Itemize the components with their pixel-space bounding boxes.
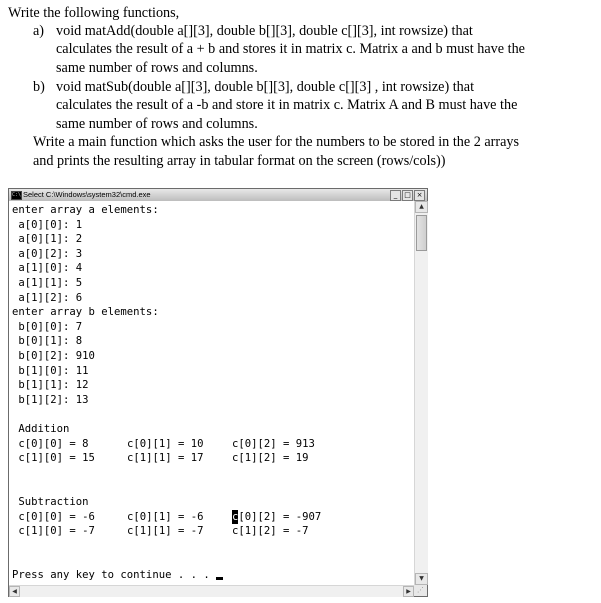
scroll-down-icon[interactable]: ▼ <box>415 573 428 585</box>
selection-highlight: c <box>232 510 239 523</box>
item-b-line: calculates the result of a -b and store it in matrix c. Matrix A and B must have the <box>56 97 518 113</box>
addition-cell: c[0][2] = 913 <box>232 437 315 450</box>
array-a-entry: a[0][1]: 2 <box>12 233 83 246</box>
console-output[interactable] <box>9 201 414 585</box>
subtraction-label: Subtraction <box>12 496 89 508</box>
item-b-line: void matSub(double a[][3], double b[][3], double c[][3] , int rowsize) that <box>56 79 475 95</box>
addition-cell: c[1][0] = 15 <box>12 452 95 465</box>
array-a-entry: a[1][2]: 6 <box>12 291 83 304</box>
closing-line: Write a main function which asks the user for the numbers to be stored in the 2 arrays <box>33 134 519 150</box>
array-a-entry: a[0][2]: 3 <box>12 247 83 260</box>
item-a-line: same number of rows and columns. <box>56 60 258 76</box>
maximize-button[interactable]: □ <box>402 190 413 201</box>
intro-line: Write the following functions, <box>8 5 180 21</box>
title-bar[interactable] <box>9 189 427 201</box>
array-b-entry: b[0][2]: 910 <box>12 350 95 362</box>
subtraction-cell: c[1][2] = -7 <box>232 525 309 538</box>
item-a-line: void matAdd(double a[][3], double b[][3], double c[][3], int rowsize) that <box>56 23 473 39</box>
scroll-right-icon[interactable]: ▶ <box>403 586 414 597</box>
array-b-entry: b[1][0]: 11 <box>12 364 89 377</box>
subtraction-cell-selected <box>232 510 321 525</box>
addition-label: Addition <box>12 423 70 435</box>
resize-grip-icon[interactable]: ⋰ <box>414 585 427 596</box>
item-b-marker: b) <box>33 79 45 95</box>
cmd-icon: C:\ <box>12 192 22 198</box>
array-b-entry: b[0][0]: 7 <box>12 320 83 333</box>
array-b-entry: b[0][1]: 8 <box>12 335 83 348</box>
addition-cell: c[0][0] = 8 <box>12 437 89 450</box>
press-key-line <box>12 568 223 583</box>
array-b-entry: b[1][2]: 13 <box>12 393 89 406</box>
array-a-entry: a[1][1]: 5 <box>12 277 83 289</box>
item-b-line: same number of rows and columns. <box>56 116 258 132</box>
subtraction-cell: c[0][1] = -6 <box>127 510 204 523</box>
prompt-array-a: enter array a elements: <box>12 204 159 216</box>
vertical-scrollbar[interactable] <box>414 201 428 585</box>
scroll-up-icon[interactable]: ▲ <box>415 201 428 213</box>
close-button[interactable]: × <box>414 190 425 201</box>
horizontal-scrollbar[interactable] <box>9 585 414 597</box>
press-key-text: Press any key to continue . . . <box>12 569 217 581</box>
minimize-button[interactable]: _ <box>390 190 401 201</box>
array-b-entry: b[1][1]: 12 <box>12 379 89 392</box>
window-controls <box>390 190 425 200</box>
subtraction-cell-text: [0][2] = -907 <box>238 510 322 523</box>
scroll-left-icon[interactable]: ◀ <box>9 586 20 597</box>
array-a-entry: a[1][0]: 4 <box>12 262 83 275</box>
window-title: Select C:\Windows\system32\cmd.exe <box>23 190 151 199</box>
cmd-window <box>8 188 428 597</box>
addition-cell: c[0][1] = 10 <box>127 437 204 450</box>
scroll-thumb[interactable] <box>416 215 427 251</box>
item-a-line: calculates the result of a + b and stores it in matrix c. Matrix a and b must have the <box>56 41 525 57</box>
subtraction-cell: c[1][0] = -7 <box>12 525 95 538</box>
prompt-array-b: enter array b elements: <box>12 306 159 319</box>
array-a-entry: a[0][0]: 1 <box>12 218 83 231</box>
text-cursor <box>216 577 223 580</box>
closing-line: and prints the resulting array in tabular format on the screen (rows/cols)) <box>33 153 446 169</box>
item-a-marker: a) <box>33 23 45 39</box>
subtraction-cell: c[0][0] = -6 <box>12 510 95 523</box>
addition-cell: c[1][1] = 17 <box>127 452 204 465</box>
subtraction-cell: c[1][1] = -7 <box>127 525 204 538</box>
addition-cell: c[1][2] = 19 <box>232 452 309 465</box>
